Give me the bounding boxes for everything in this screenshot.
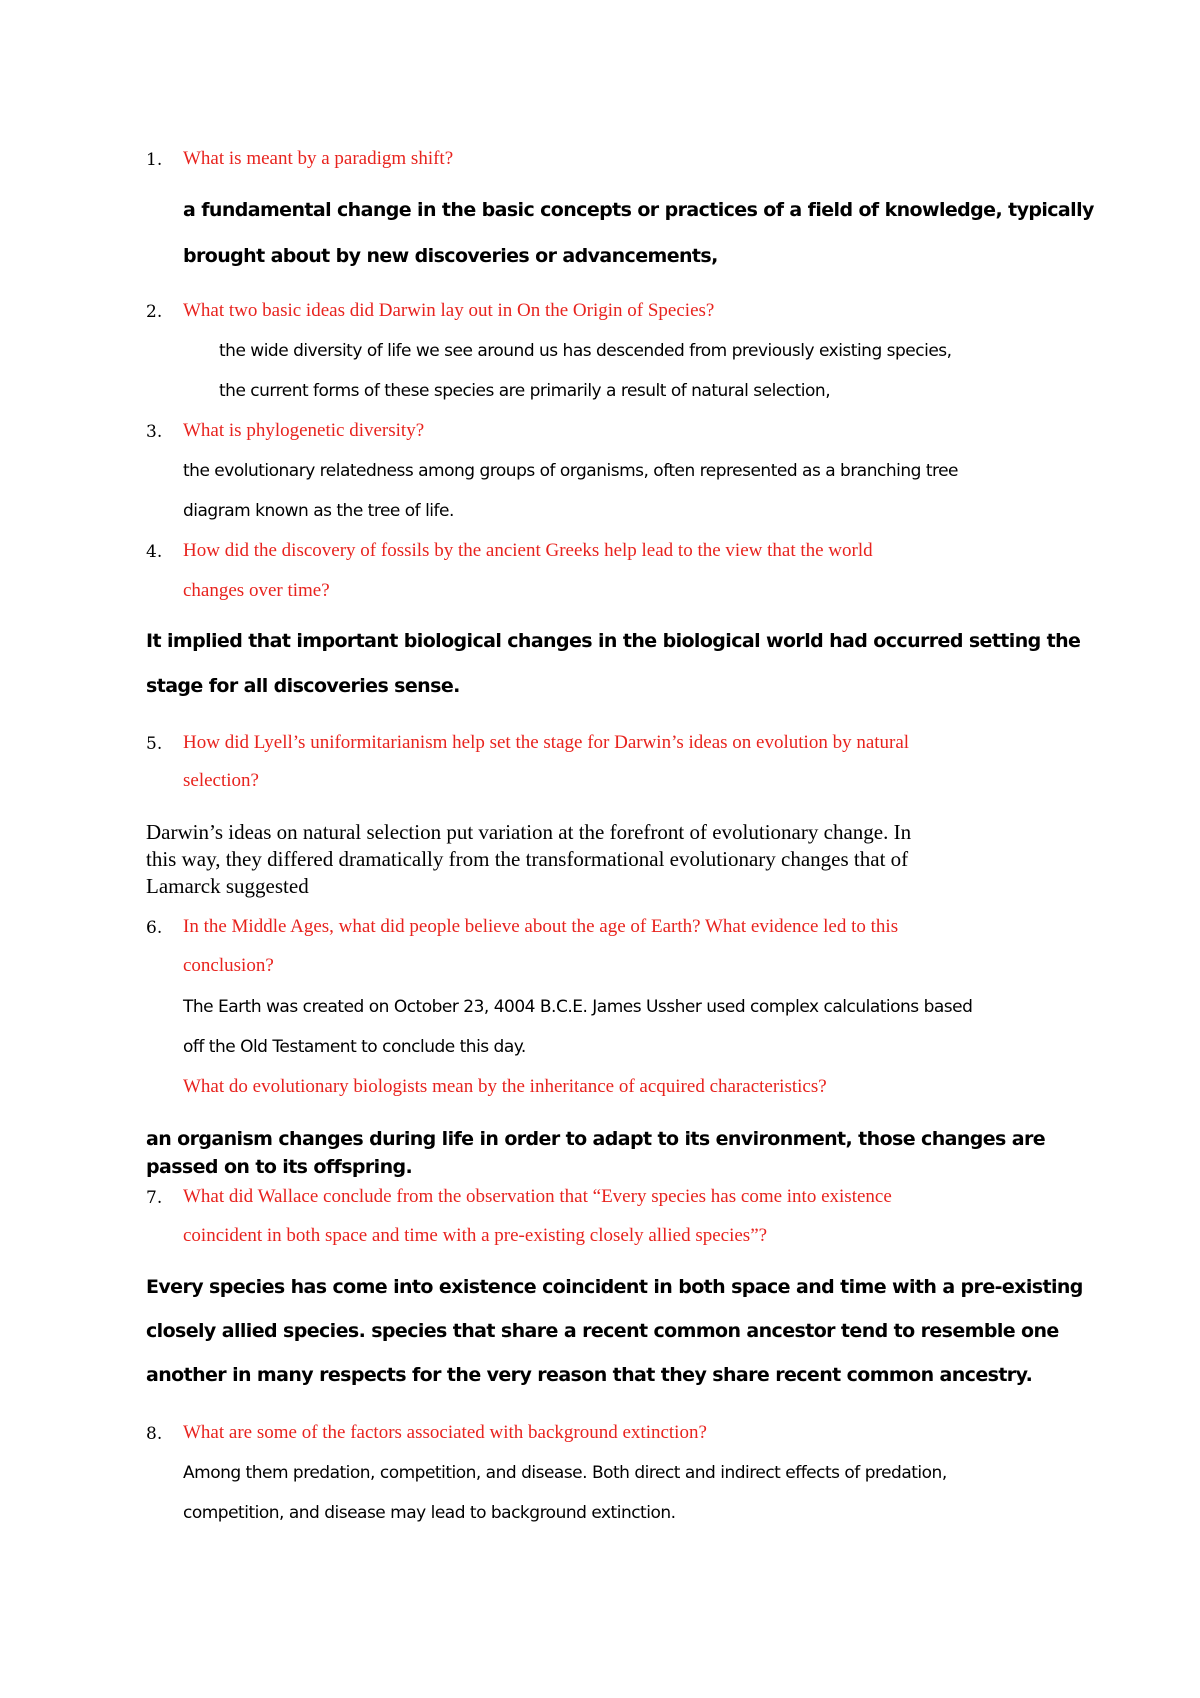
question-text: coincident in both space and time with a pre-existing closely allied species”? <box>183 1225 768 1246</box>
answer-line: off the Old Testament to conclude this day. <box>183 1037 526 1057</box>
question-number: 7. <box>146 1188 163 1208</box>
answer-line: stage for all discoveries sense. <box>146 675 460 697</box>
answer-line: competition, and disease may lead to background extinction. <box>183 1503 676 1523</box>
answer-line: a fundamental change in the basic concepts or practices of a field of knowledge, typically <box>183 199 1094 221</box>
question-number: 3. <box>146 422 163 442</box>
answer-line: Lamarck suggested <box>146 874 309 898</box>
answer-line: Every species has come into existence coincident in both space and time with a pre-existing <box>146 1276 1083 1298</box>
question-number: 4. <box>146 542 163 562</box>
answer-line: an organism changes during life in order to adapt to its environment, those changes are <box>146 1128 1046 1150</box>
question-number: 5. <box>146 734 163 754</box>
question-text: How did the discovery of fossils by the ancient Greeks help lead to the view that the world <box>183 540 873 561</box>
answer-line: the wide diversity of life we see around us has descended from previously existing species, <box>219 341 952 361</box>
question-text: What two basic ideas did Darwin lay out in On the Origin of Species? <box>183 300 715 321</box>
question-number: 6. <box>146 918 163 938</box>
question-text: What are some of the factors associated with background extinction? <box>183 1422 707 1443</box>
question-text: changes over time? <box>183 580 330 601</box>
answer-line: brought about by new discoveries or advancements, <box>183 245 718 267</box>
question-text: What is meant by a paradigm shift? <box>183 148 454 169</box>
answer-line: this way, they differed dramatically from the transformational evolutionary changes that of <box>146 847 909 871</box>
answer-line: another in many respects for the very reason that they share recent common ancestry. <box>146 1364 1033 1386</box>
answer-line: It implied that important biological changes in the biological world had occurred setting the <box>146 630 1081 652</box>
answer-line: Among them predation, competition, and disease. Both direct and indirect effects of predation, <box>183 1463 947 1483</box>
answer-line: closely allied species. species that share a recent common ancestor tend to resemble one <box>146 1320 1059 1342</box>
question-number: 8. <box>146 1424 163 1444</box>
question-text: In the Middle Ages, what did people believe about the age of Earth? What evidence led to this <box>183 916 899 937</box>
question-text: What is phylogenetic diversity? <box>183 420 425 441</box>
question-text: selection? <box>183 770 259 791</box>
answer-line: Darwin’s ideas on natural selection put variation at the forefront of evolutionary change. In <box>146 820 912 844</box>
answer-line: diagram known as the tree of life. <box>183 501 454 521</box>
question-text: conclusion? <box>183 955 274 976</box>
question-number: 1. <box>146 150 163 170</box>
answer-line: the current forms of these species are primarily a result of natural selection, <box>219 381 831 401</box>
question-number: 2. <box>146 302 163 322</box>
question-text: What did Wallace conclude from the observation that “Every species has come into existence <box>183 1186 892 1207</box>
answer-line: the evolutionary relatedness among groups of organisms, often represented as a branching tree <box>183 461 959 481</box>
answer-line: passed on to its offspring. <box>146 1156 413 1178</box>
question-text: What do evolutionary biologists mean by the inheritance of acquired characteristics? <box>183 1076 827 1097</box>
question-text: How did Lyell’s uniformitarianism help set the stage for Darwin’s ideas on evolution by natural <box>183 732 910 753</box>
answer-line: The Earth was created on October 23, 4004 B.C.E. James Ussher used complex calculations based <box>183 997 973 1017</box>
